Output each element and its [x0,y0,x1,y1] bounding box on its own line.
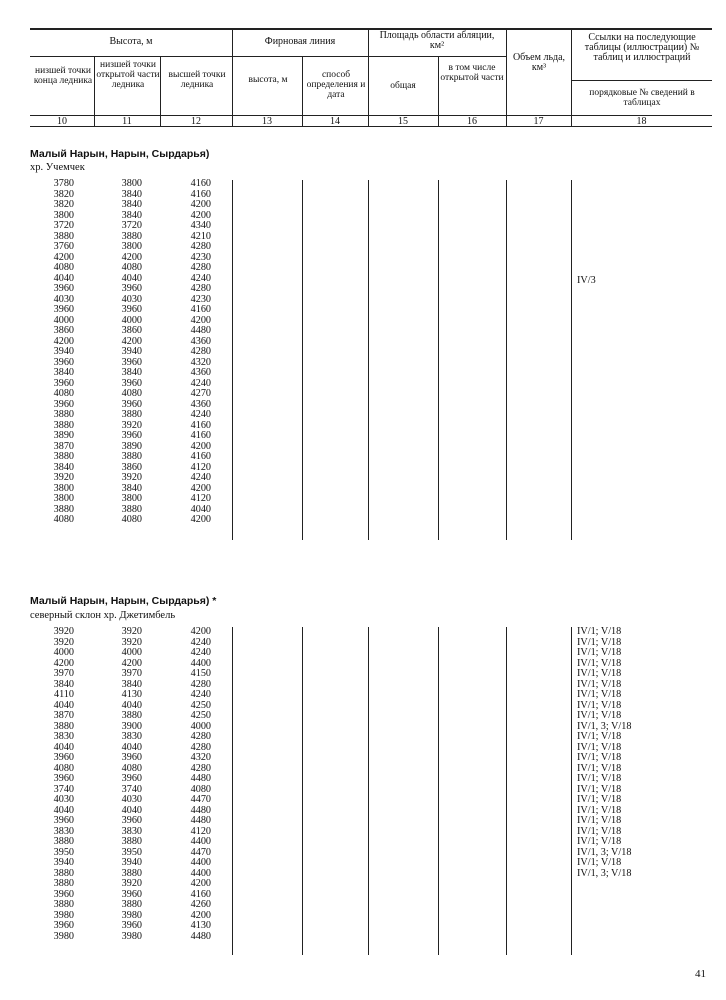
table-cell: 3840 [121,482,142,494]
ref-cell: IV/1; V/18 [577,857,622,868]
table-cell: 4240 [190,472,211,483]
table-cell: 4160 [190,304,211,315]
table-cell: 4080 [121,262,142,273]
table-cell: 4200 [121,335,142,347]
table-cell: 3880 [121,710,142,721]
section1-col10 [46,179,74,526]
table-cell: 3840 [121,199,142,210]
table-cell: 4200 [190,440,211,452]
table-cell: 3840 [121,367,142,378]
section1-ref: IV/3 [577,275,596,286]
table-cell: 4040 [53,272,74,284]
table-cell: 3880 [53,451,74,462]
table-cell: 3880 [53,899,74,910]
table-cell: 4280 [190,283,211,294]
table-cell: 3940 [121,346,142,357]
table-cell: 3780 [53,178,74,189]
table-cell: 3920 [121,636,142,648]
header-height-group: Высота, м [109,36,153,47]
body-divider [232,627,233,955]
table-cell: 4280 [190,678,211,690]
header-divider [506,28,507,126]
table-cell: 4480 [190,773,211,784]
ablation-group-rule [368,56,506,57]
table-cell: 4200 [121,251,142,263]
table-cell: 3920 [121,626,142,637]
header-refs-top: Ссылки на последующие таблицы (иллюстрации) № таблиц и иллюстраций [584,32,700,63]
body-divider [232,180,233,540]
ref-cell: IV/1; V/18 [577,710,622,721]
table-cell: 4270 [190,388,211,399]
table-cell: 3820 [53,188,74,200]
table-cell: 4240 [190,647,211,658]
section1-col11 [114,179,142,526]
table-cell: 4400 [190,857,211,868]
table-cell: 4030 [121,293,142,305]
table-cell: 3960 [121,283,142,294]
table-cell: 4040 [53,741,74,753]
table-cell: 4040 [121,804,142,816]
table-cell: 3880 [53,503,74,515]
ref-cell: IV/1; V/18 [577,731,622,742]
table-cell: 4280 [190,762,211,774]
body-divider [368,627,369,955]
table-cell: 3960 [121,920,142,931]
table-cell: 3880 [121,867,142,879]
table-cell: 3980 [121,930,142,942]
table-cell: 4340 [190,220,211,231]
table-cell: 3950 [53,846,74,858]
table-cell: 4120 [190,493,211,504]
header-ablation-group: Площадь области абляции, км² [379,30,495,51]
table-cell: 3740 [121,783,142,795]
table-cell: 4030 [53,794,74,805]
table-cell: 3960 [121,377,142,389]
table-cell: 4200 [53,335,74,347]
table-cell: 3960 [121,304,142,315]
table-cell: 4200 [190,482,211,494]
table-cell: 3760 [53,241,74,252]
col-number: 16 [467,116,477,127]
ref-cell: IV/1; V/18 [577,762,622,774]
table-cell: 4200 [190,314,211,326]
table-cell: 3960 [121,430,142,441]
table-cell: 3880 [121,409,142,420]
col-number: 12 [191,116,201,127]
ref-cell: IV/1; V/18 [577,699,622,711]
table-cell: 4080 [121,388,142,399]
table-cell: 4210 [190,230,211,242]
section2-refs [577,627,631,879]
header-volume: Объем льда, км³ [512,52,566,73]
table-cell: 4040 [121,699,142,711]
table-cell: 4160 [190,888,211,900]
table-cell: 3920 [121,472,142,483]
table-cell: 3800 [53,209,74,221]
table-cell: 3860 [53,325,74,336]
col-number: 10 [57,116,67,127]
table-cell: 3830 [121,731,142,742]
section1-col12 [183,179,211,526]
table-cell: 4030 [121,794,142,805]
col-number: 11 [122,116,132,127]
header-refs-bottom: порядковые № сведений в таблицах [589,88,695,108]
table-cell: 3830 [53,731,74,742]
table-cell: 3890 [121,440,142,452]
body-divider [438,180,439,540]
refs-group-rule [571,80,712,81]
section2-col12 [183,627,211,942]
ref-cell: IV/1; V/18 [577,794,622,805]
table-cell: 3920 [53,472,74,483]
table-cell: 3880 [121,451,142,462]
table-cell: 3880 [121,503,142,515]
table-cell: 3800 [121,241,142,252]
section1-title: Малый Нарын, Нарын, Сырдарья) [30,148,210,160]
ref-cell: IV/1; V/18 [577,815,622,826]
table-cell: 4320 [190,752,211,763]
table-cell: 3830 [121,825,142,837]
table-cell: 3800 [53,482,74,494]
table-cell: 3980 [53,909,74,921]
table-cell: 3960 [121,815,142,826]
table-cell: 4150 [190,668,211,679]
table-cell: 4260 [190,899,211,910]
col-number: 18 [636,116,647,127]
table-cell: 4160 [190,178,211,189]
table-cell: 3720 [53,220,74,231]
table-cell: 3960 [53,815,74,826]
table-cell: 3960 [121,752,142,763]
table-cell: 4480 [190,815,211,826]
table-cell: 4200 [53,657,74,669]
table-cell: 3860 [121,325,142,336]
ref-cell: IV/1, 3; V/18 [577,846,632,858]
table-cell: 3890 [53,430,74,441]
ref-cell: IV/1, 3; V/18 [577,867,632,879]
table-cell: 4240 [190,636,211,648]
table-cell: 4040 [121,741,142,753]
col-number: 14 [330,116,340,127]
table-cell: 4240 [190,377,211,389]
table-cell: 4280 [190,346,211,357]
header-col15: общая [390,81,416,91]
col-number: 17 [533,116,544,127]
table-cell: 4200 [190,909,211,921]
table-cell: 3940 [53,346,74,357]
table-cell: 3960 [53,356,74,368]
body-divider [506,627,507,955]
table-cell: 4240 [190,409,211,420]
table-cell: 3900 [121,720,142,732]
table-cell: 3860 [121,461,142,473]
table-cell: 3840 [121,209,142,221]
table-cell: 3880 [121,230,142,242]
table-cell: 3820 [53,199,74,210]
body-divider [368,180,369,540]
table-cell: 4160 [190,451,211,462]
table-cell: 3880 [53,836,74,847]
table-cell: 4000 [121,647,142,658]
table-cell: 4250 [190,710,211,721]
table-cell: 4200 [190,626,211,637]
table-cell: 3920 [53,636,74,648]
table-cell: 3960 [53,752,74,763]
table-cell: 4280 [190,241,211,252]
table-cell: 4200 [190,209,211,221]
table-cell: 4280 [190,741,211,753]
table-cell: 3870 [53,440,74,452]
table-cell: 4230 [190,293,211,305]
table-cell: 4240 [190,272,211,284]
table-cell: 4080 [121,514,142,525]
ref-cell: IV/1; V/18 [577,741,622,753]
table-cell: 4400 [190,836,211,847]
table-cell: 4480 [190,804,211,816]
table-cell: 3960 [53,283,74,294]
table-cell: 4360 [190,367,211,378]
header-divider [368,28,369,126]
ref-cell: IV/1; V/18 [577,647,622,658]
section2-col10 [46,627,74,942]
table-cell: 4360 [190,398,211,410]
table-cell: 3940 [121,857,142,868]
table-cell: 4160 [190,430,211,441]
table-cell: 3950 [121,846,142,858]
section2-title: Малый Нарын, Нарын, Сырдарья) * [30,595,217,607]
table-cell: 3960 [53,920,74,931]
table-cell: 3960 [121,888,142,900]
table-cell: 4080 [53,514,74,525]
col-number: 13 [262,116,272,127]
table-cell: 4040 [53,804,74,816]
header-col13: высота, м [248,75,288,85]
table-cell: 4250 [190,699,211,711]
table-cell: 3970 [53,668,74,679]
table-cell: 3970 [121,668,142,679]
table-cell: 3960 [121,398,142,410]
table-cell: 3840 [53,678,74,690]
table-cell: 4160 [190,188,211,200]
ref-cell: IV/1; V/18 [577,836,622,847]
ref-cell: IV/1; V/18 [577,636,622,648]
table-cell: 3880 [121,836,142,847]
firn-group-rule [232,56,368,57]
table-cell: 4200 [190,878,211,889]
table-cell: 3940 [53,857,74,868]
ref-cell: IV/1, 3; V/18 [577,720,632,732]
header-col11: низшей точки открытой части ледника [96,60,160,90]
table-cell: 3960 [121,356,142,368]
ref-cell: IV/1; V/18 [577,773,622,784]
ref-cell: IV/1; V/18 [577,678,622,690]
section2-subtitle: северный склон хр. Джетимбель [30,610,176,621]
table-cell: 3960 [53,304,74,315]
table-cell: 4200 [121,657,142,669]
table-cell: 4120 [190,461,211,473]
table-cell: 3880 [53,878,74,889]
table-cell: 4470 [190,794,211,805]
table-cell: 3880 [53,419,74,431]
ref-cell: IV/1; V/18 [577,626,622,637]
table-cell: 4480 [190,930,211,942]
table-cell: 4080 [53,262,74,273]
header-col12: высшей точки ледника [168,70,226,90]
section1-subtitle: хр. Учемчек [30,162,85,173]
table-cell: 4280 [190,262,211,273]
ref-cell: IV/1; V/18 [577,668,622,679]
table-cell: 4480 [190,325,211,336]
table-cell: 4160 [190,419,211,431]
body-divider [438,627,439,955]
table-cell: 3960 [53,398,74,410]
table-cell: 4030 [53,293,74,305]
table-cell: 3880 [121,899,142,910]
table-cell: 3870 [53,710,74,721]
table-cell: 4040 [53,699,74,711]
ref-cell: IV/1; V/18 [577,752,622,763]
table-cell: 4400 [190,867,211,879]
table-cell: 3960 [53,773,74,784]
table-cell: 4080 [53,388,74,399]
table-cell: 4320 [190,356,211,368]
table-cell: 4200 [190,514,211,525]
table-cell: 4000 [190,720,211,732]
col-number: 15 [398,116,408,127]
table-cell: 3720 [121,220,142,231]
table-cell: 3960 [121,773,142,784]
table-cell: 4080 [121,762,142,774]
table-cell: 4130 [190,920,211,931]
table-cell: 3840 [121,188,142,200]
table-cell: 4400 [190,657,211,669]
table-cell: 3880 [53,720,74,732]
table-cell: 3920 [121,419,142,431]
ref-cell: IV/1; V/18 [577,783,622,795]
table-cell: 4470 [190,846,211,858]
table-cell: 3800 [53,493,74,504]
body-divider [302,627,303,955]
table-cell: 3800 [121,178,142,189]
header-divider [571,28,572,126]
table-cell: 4000 [121,314,142,326]
table-cell: 3800 [121,493,142,504]
table-cell: 3920 [121,878,142,889]
header-col10: низшей точки конца ледника [33,66,93,86]
table-cell: 3880 [53,230,74,242]
table-cell: 3920 [53,626,74,637]
table-cell: 4240 [190,689,211,700]
table-cell: 3840 [53,367,74,378]
table-cell: 4040 [121,272,142,284]
header-col16: в том числе открытой части [440,63,504,83]
table-cell: 3830 [53,825,74,837]
table-cell: 3980 [121,909,142,921]
height-group-rule [30,56,232,57]
ref-cell: IV/1; V/18 [577,689,622,700]
table-cell: 4040 [190,503,211,515]
page-number: 41 [695,968,706,980]
table-cell: 3840 [53,461,74,473]
table-cell: 3980 [53,930,74,942]
table-cell: 3880 [53,409,74,420]
table-cell: 4080 [190,783,211,795]
header-firn-group: Фирновая линия [264,36,336,47]
table-cell: 4130 [121,689,142,700]
body-divider [302,180,303,540]
body-divider [506,180,507,540]
header-col14: способ определения и дата [306,70,366,100]
ref-cell: IV/1; V/18 [577,657,622,669]
table-cell: 4110 [54,689,74,700]
table-top-rule [30,28,712,30]
table-cell: 4200 [190,199,211,210]
ref-cell: IV/1; V/18 [577,825,622,837]
table-cell: 3880 [53,867,74,879]
table-cell: 4080 [53,762,74,774]
table-cell: 4120 [190,825,211,837]
ref-cell: IV/1; V/18 [577,804,622,816]
table-cell: 3960 [53,888,74,900]
table-cell: 3740 [53,783,74,795]
section2-col11 [114,627,142,942]
body-divider [571,627,572,955]
table-cell: 4000 [53,314,74,326]
table-cell: 3960 [53,377,74,389]
table-cell: 4000 [53,647,74,658]
table-cell: 4200 [53,251,74,263]
body-divider [571,180,572,540]
table-cell: 3840 [121,678,142,690]
table-cell: 4360 [190,335,211,347]
table-cell: 4280 [190,731,211,742]
table-cell: 4230 [190,251,211,263]
